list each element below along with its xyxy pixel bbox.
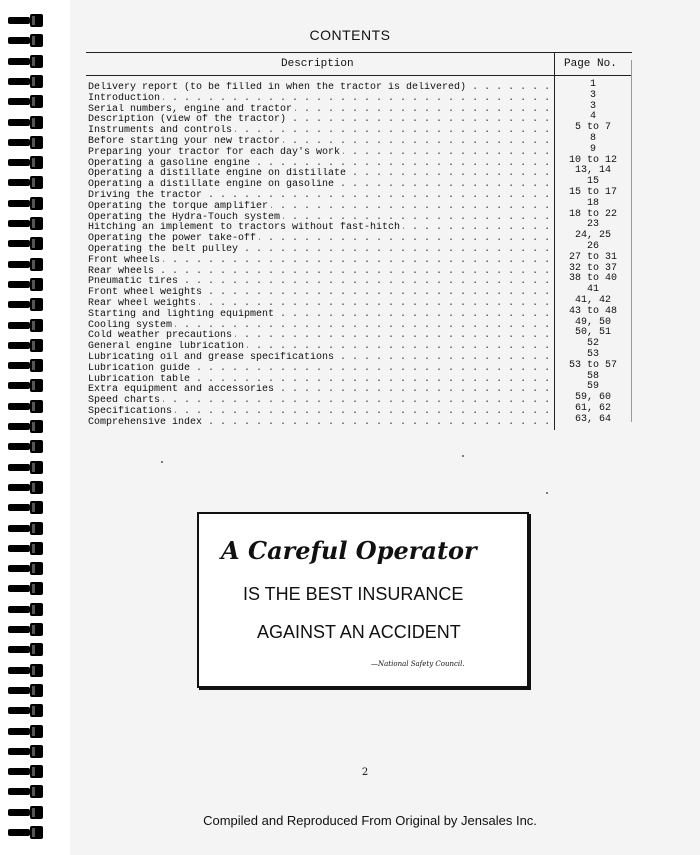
entry-description [88,320,550,331]
binding-coil [8,136,42,149]
entry-description-text: Comprehensive index [88,417,205,428]
contents-entry [88,327,628,342]
entry-description [88,255,550,266]
contents-entry [88,392,628,407]
binding-coil [8,765,42,778]
entry-description-text: Pneumatic tires [88,276,181,287]
entry-description-text: Lubrication guide [88,363,193,374]
entry-page: 10 to 12 [568,154,617,166]
contents-table [86,52,632,430]
entry-description-text: Description (view of the tractor) [88,114,289,125]
entry-description-text: Operating a distillate engine on gasoline [88,179,337,190]
entry-description-text: Operating a gasoline engine [88,158,253,169]
entry-description [88,93,550,104]
entry-description-text: Operating the torque amplifier [88,201,271,212]
binding-coil [8,440,42,453]
entry-page: 41, 42 [574,294,611,306]
contents-entry [88,262,628,277]
entry-description [88,352,550,363]
binding-coil [8,14,42,27]
entry-description [88,222,550,233]
entry-description-text: Speed charts [88,395,163,406]
entry-description [88,233,550,244]
binding-coil [8,75,42,88]
entry-description-text: Front wheel weights [88,287,205,298]
contents-entry [88,284,628,299]
binding-coil [8,319,42,332]
contents-entry [88,413,628,428]
binding-coil [8,420,42,433]
entry-description [88,190,550,201]
entry-page: 63, 64 [574,413,611,425]
entry-page: 4 [589,111,596,123]
binding-coil [8,725,42,738]
page-title: CONTENTS [309,27,391,43]
entry-page: 24, 25 [574,230,611,242]
binding-coil [8,664,42,677]
reproduction-footer: Compiled and Reproduced From Original by Jensales Inc. [203,813,537,828]
notice-line-1: IS THE BEST INSURANCE [243,584,464,604]
table-right-edge [631,60,632,422]
notice-credit: —National Safety Council. [371,660,465,668]
contents-entry [88,165,628,180]
contents-entry [88,143,628,158]
entry-description [88,341,550,352]
binding-coil [8,116,42,129]
contents-entry [88,132,628,147]
entry-page: 23 [586,219,599,231]
entry-page: 32 to 37 [568,262,617,274]
entry-page: 61, 62 [574,402,611,414]
contents-entry [88,197,628,212]
entry-description [88,266,550,277]
paper-speck [546,492,548,494]
entry-description-text: Front wheels [88,255,163,266]
entry-description [88,212,550,223]
entry-description-text: Starting and lighting equipment [88,309,277,320]
notice-line-2: AGAINST AN ACCIDENT [257,622,461,642]
entry-description [88,384,550,395]
entry-page: 18 to 22 [568,208,617,220]
entry-page: 58 [586,370,599,382]
entry-page: 49, 50 [574,316,611,328]
entry-page: 13, 14 [574,165,611,177]
contents-entry [88,79,628,93]
entry-page: 59 [586,381,599,393]
binding-coil [8,258,42,271]
binding-coil [8,481,42,494]
binding-coil [8,542,42,555]
entry-page: 3 [589,89,596,101]
entry-description [88,114,550,125]
contents-entry [88,208,628,223]
contents-entry [88,89,628,104]
entry-page: 59, 60 [574,392,611,404]
binding-coil [8,785,42,798]
entry-description [88,125,550,136]
binding-coil [8,176,42,189]
binding-coil [8,603,42,616]
entry-description [88,179,550,190]
binding-coil [8,55,42,68]
binding-coil [8,197,42,210]
entry-page: 27 to 31 [568,251,617,263]
spiral-binding [0,0,70,855]
entry-page: 8 [589,132,596,144]
entry-description [88,395,550,406]
entry-description-text: Specifications [88,406,175,417]
entry-description [88,104,550,115]
contents-entry [88,381,628,396]
entry-description-text: Instruments and controls [88,125,235,136]
entry-description-text: Hitching an implement to tractors without fast-hitch [88,222,403,233]
entry-description-text: General engine lubrication [88,341,247,352]
entry-description [88,363,550,374]
contents-entry [88,230,628,245]
contents-entry [88,359,628,374]
entry-description [88,287,550,298]
contents-entry [88,111,628,126]
paper-speck [161,461,163,463]
binding-coil [8,745,42,758]
contents-entry [88,402,628,417]
entry-description-text: Delivery report (to be filled in when the tractor is delivered) [88,82,469,93]
entry-description-text: Operating the belt pulley [88,244,241,255]
binding-coil [8,684,42,697]
table-header-rule [86,75,632,76]
binding-coil [8,826,42,839]
binding-coil [8,643,42,656]
entry-description [88,417,550,428]
binding-coil [8,582,42,595]
entry-description [88,276,550,287]
column-header-page: Page No. [564,58,617,70]
contents-entry [88,370,628,385]
entry-description [88,330,550,341]
entry-description-text: Cold weather precautions [88,330,235,341]
binding-coil [8,623,42,636]
contents-entry [88,122,628,137]
entry-description-text: Serial numbers, engine and tractor [88,104,295,115]
entry-page: 1 [589,79,596,90]
contents-entries [88,79,628,428]
binding-coil [8,806,42,819]
contents-entry [88,305,628,320]
entry-page: 41 [586,284,599,296]
binding-coil [8,704,42,717]
entry-page: 5 to 7 [574,122,611,134]
contents-entry [88,294,628,309]
entry-page: 50, 51 [574,327,611,339]
contents-entry [88,251,628,266]
entry-page: 53 to 57 [568,359,617,371]
entry-description [88,147,550,158]
binding-coil [8,237,42,250]
page-number: 2 [361,767,369,778]
entry-description [88,201,550,212]
binding-coil [8,339,42,352]
entry-description [88,406,550,417]
entry-description-text: Cooling system [88,320,175,331]
binding-coil [8,400,42,413]
binding-coil [8,34,42,47]
entry-description [88,82,550,93]
binding-coil [8,501,42,514]
entry-description [88,298,550,309]
paper-speck [462,455,464,457]
entry-description-text: Operating the power take-off [88,233,259,244]
binding-coil [8,217,42,230]
entry-description-text: Rear wheel weights [88,298,199,309]
entry-page: 3 [589,100,596,112]
entry-description [88,244,550,255]
entry-page: 26 [586,240,599,252]
entry-description-text: Before starting your new tractor [88,136,283,147]
table-top-rule [86,52,632,53]
entry-description-text: Driving the tractor [88,190,205,201]
safety-notice-card [197,512,529,688]
entry-description [88,168,550,179]
entry-description [88,136,550,147]
entry-description-text: Preparing your tractor for each day's work [88,147,343,158]
entry-description-text: Lubrication table [88,374,193,385]
binding-coil [8,278,42,291]
entry-description-text: Rear wheels [88,266,157,277]
binding-coil [8,522,42,535]
contents-entry [88,348,628,363]
binding-coil [8,298,42,311]
entry-page: 15 to 17 [568,186,617,198]
entry-description-text: Extra equipment and accessories [88,384,277,395]
binding-coil [8,379,42,392]
binding-coil [8,562,42,575]
entry-description [88,158,550,169]
entry-page: 52 [586,338,599,350]
binding-coil [8,359,42,372]
entry-page: 53 [586,348,599,360]
entry-description-text: Operating a distillate engine on distillate [88,168,349,179]
entry-page: 9 [589,143,596,155]
entry-description-text: Lubricating oil and grease specifications [88,352,337,363]
binding-coil [8,95,42,108]
entry-description-text: Operating the Hydra-Touch system [88,212,283,223]
column-header-description: Description [281,58,354,70]
contents-entry [88,154,628,169]
contents-entry [88,186,628,201]
notice-script-heading: A Careful Operator [221,536,477,565]
contents-entry [88,338,628,353]
entry-description-text: Introduction [88,93,163,104]
entry-page: 15 [586,176,599,188]
contents-entry [88,316,628,331]
entry-page: 43 to 48 [568,305,617,317]
contents-entry [88,240,628,255]
contents-entry [88,176,628,191]
binding-coil [8,461,42,474]
contents-entry [88,100,628,115]
entry-page: 38 to 40 [568,273,617,285]
entry-description [88,309,550,320]
entry-description [88,374,550,385]
binding-coil [8,156,42,169]
entry-page: 18 [586,197,599,209]
contents-entry [88,219,628,234]
contents-entry [88,273,628,288]
